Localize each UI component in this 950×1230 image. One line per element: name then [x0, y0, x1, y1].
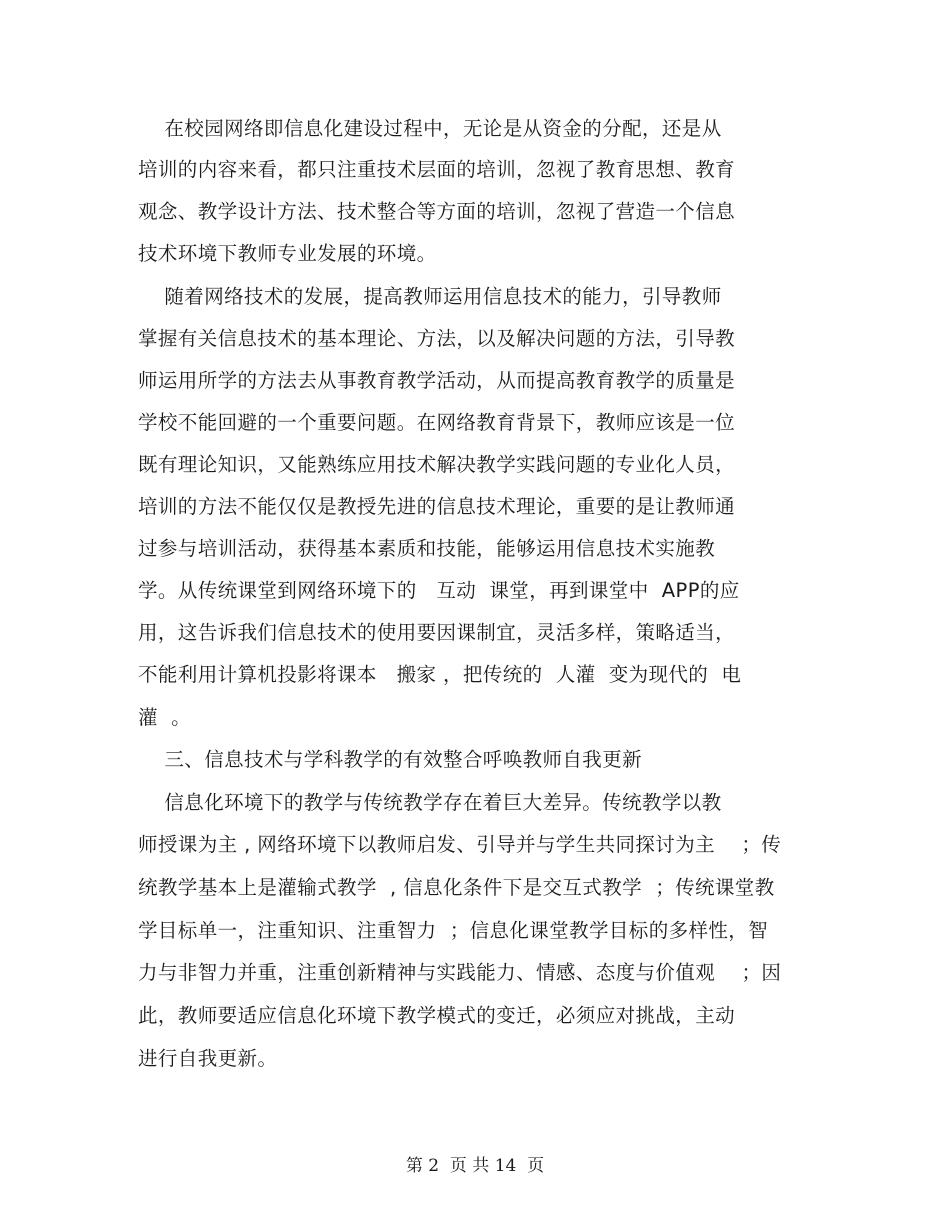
section-heading: 三、信息技术与学科教学的有效整合呼唤教师自我更新: [138, 748, 642, 771]
body-text-line: 学。从传统课堂到网络环境下的 互动 课堂，再到课堂中 APP的应: [138, 579, 740, 602]
body-text-line: 进行自我更新。: [138, 1047, 278, 1070]
body-text-line: 用，这告诉我们信息技术的使用要因课制宜，灵活多样，策略适当，: [138, 621, 736, 644]
body-text-line: 培训的方法不能仅仅是教授先进的信息技术理论，重要的是让教师通: [138, 495, 736, 518]
body-text-line: 学目标单一，注重知识、注重智力 ；信息化课堂教学目标的多样性，智: [138, 919, 769, 942]
body-text-line: 培训的内容来看，都只注重技术层面的培训，忽视了教育思想、教育: [138, 158, 736, 181]
body-text-line: 技术环境下教师专业发展的环境。: [138, 242, 437, 265]
body-text-line: 力与非智力并重，注重创新精神与实践能力、情感、态度与价值观 ；因: [138, 961, 782, 984]
body-text-line: 师授课为主 , 网络环境下以教师启发、引导并与学生共同探讨为主 ；传: [138, 833, 782, 856]
body-text-line: 此，教师要适应信息化环境下教学模式的变迁，必须应对挑战，主动: [138, 1004, 736, 1027]
body-text-line: 不能利用计算机投影将课本 搬家 ，把传统的 人灌 变为现代的 电: [138, 663, 742, 686]
body-text-line: 信息化环境下的教学与传统教学存在着巨大差异。传统教学以教: [138, 791, 722, 814]
body-text-line: 掌握有关信息技术的基本理论、方法，以及解决问题的方法，引导教: [138, 327, 736, 350]
body-text-line: 学校不能回避的一个重要问题。在网络教育背景下，教师应该是一位: [138, 411, 736, 434]
body-text-line: 在校园网络即信息化建设过程中，无论是从资金的分配，还是从: [138, 117, 722, 140]
page-number-footer: 第 2 页 共 14 页: [405, 1156, 545, 1176]
body-text-line: 灌 。: [138, 706, 191, 729]
body-text-line: 统教学基本上是灌输式教学 , 信息化条件下是交互式教学 ；传统课堂教: [138, 876, 775, 899]
body-text-line: 师运用所学的方法去从事教育教学活动，从而提高教育教学的质量是: [138, 369, 736, 392]
body-text-line: 过参与培训活动，获得基本素质和技能，能够运用信息技术实施教: [138, 537, 716, 560]
body-text-line: 既有理论知识，又能熟练应用技术解决教学实践问题的专业化人员，: [138, 453, 736, 476]
body-text-line: 随着网络技术的发展，提高教师运用信息技术的能力，引导教师: [138, 285, 722, 308]
body-text-line: 观念、教学设计方法、技术整合等方面的培训，忽视了营造一个信息: [138, 200, 736, 223]
